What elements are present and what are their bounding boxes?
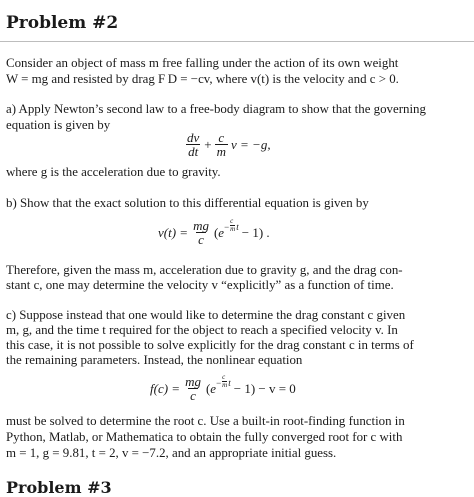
part-a-after: where g is the acceleration due to gravity. [6, 165, 221, 179]
dv-dt-fraction: $\frac{dv}{dt}$ [187, 130, 200, 159]
next-problem-title: Problem #3 [6, 478, 112, 497]
part-c-after-1: must be solved to determine the root c. Use a built-in root-finding function in [6, 414, 405, 428]
part-a-line-1: a) Apply Newton’s second law to a free-body diagram to show that the governing [6, 102, 426, 116]
part-c-line-4: the remaining parameters. Instead, the nonlinear equation [6, 353, 303, 367]
part-b-line-1: b) Show that the exact solution to this differential equation is given by [6, 196, 369, 210]
ode-rest: v = −g, [231, 136, 271, 152]
intro-line-1: Consider an object of mass m free falling under the action of its own weight [6, 56, 399, 70]
part-c-after-3: m = 1, g = 9.81, t = 2, v = −7.2, and an appropriate initial guess. [6, 446, 337, 460]
intro-line-2: W = mg and resisted by drag F D = −cv, where v(t) is the velocity and c > 0. [6, 72, 399, 86]
solution-equation: v(t) = $\frac{mg}{c}$ ( e − $\frac{c}{m}$ t − 1) . [158, 217, 270, 247]
part-b-after-1: Therefore, given the mass m, acceleration due to gravity g, and the drag con- [6, 263, 403, 277]
part-b-after-2: stant c, one may determine the velocity v “explicitly” as a function of time. [6, 278, 394, 292]
root-mg-over-c-fraction: $\frac{mg}{c}$ [185, 374, 201, 403]
part-c-line-2: m, g, and the time t required for the object to reach a specified velocity v. In [6, 323, 398, 337]
part-c-after-2: Python, Matlab, or Mathematica to obtain the fully converged root for c with [6, 430, 403, 444]
root-equation: f(c) = $\frac{mg}{c}$ ( e − $\frac{c}{m}$ t − 1) − v = 0 [150, 373, 296, 403]
title-divider [0, 41, 474, 42]
mg-over-c-fraction: $\frac{mg}{c}$ [193, 218, 209, 247]
c-over-m-fraction: $\frac{c}{m}$ [216, 130, 227, 159]
ode-equation: $\frac{dv}{dt}$ + $\frac{c}{m}$ v = −g, [187, 130, 271, 159]
page-title: Problem #2 [6, 13, 119, 33]
part-c-line-1: c) Suppose instead that one would like to determine the drag constant c given [6, 308, 406, 322]
part-c-line-3: this case, it is not possible to solve explicitly for the drag constant c in terms of [6, 338, 414, 352]
part-a-line-2: equation is given by [6, 118, 111, 132]
